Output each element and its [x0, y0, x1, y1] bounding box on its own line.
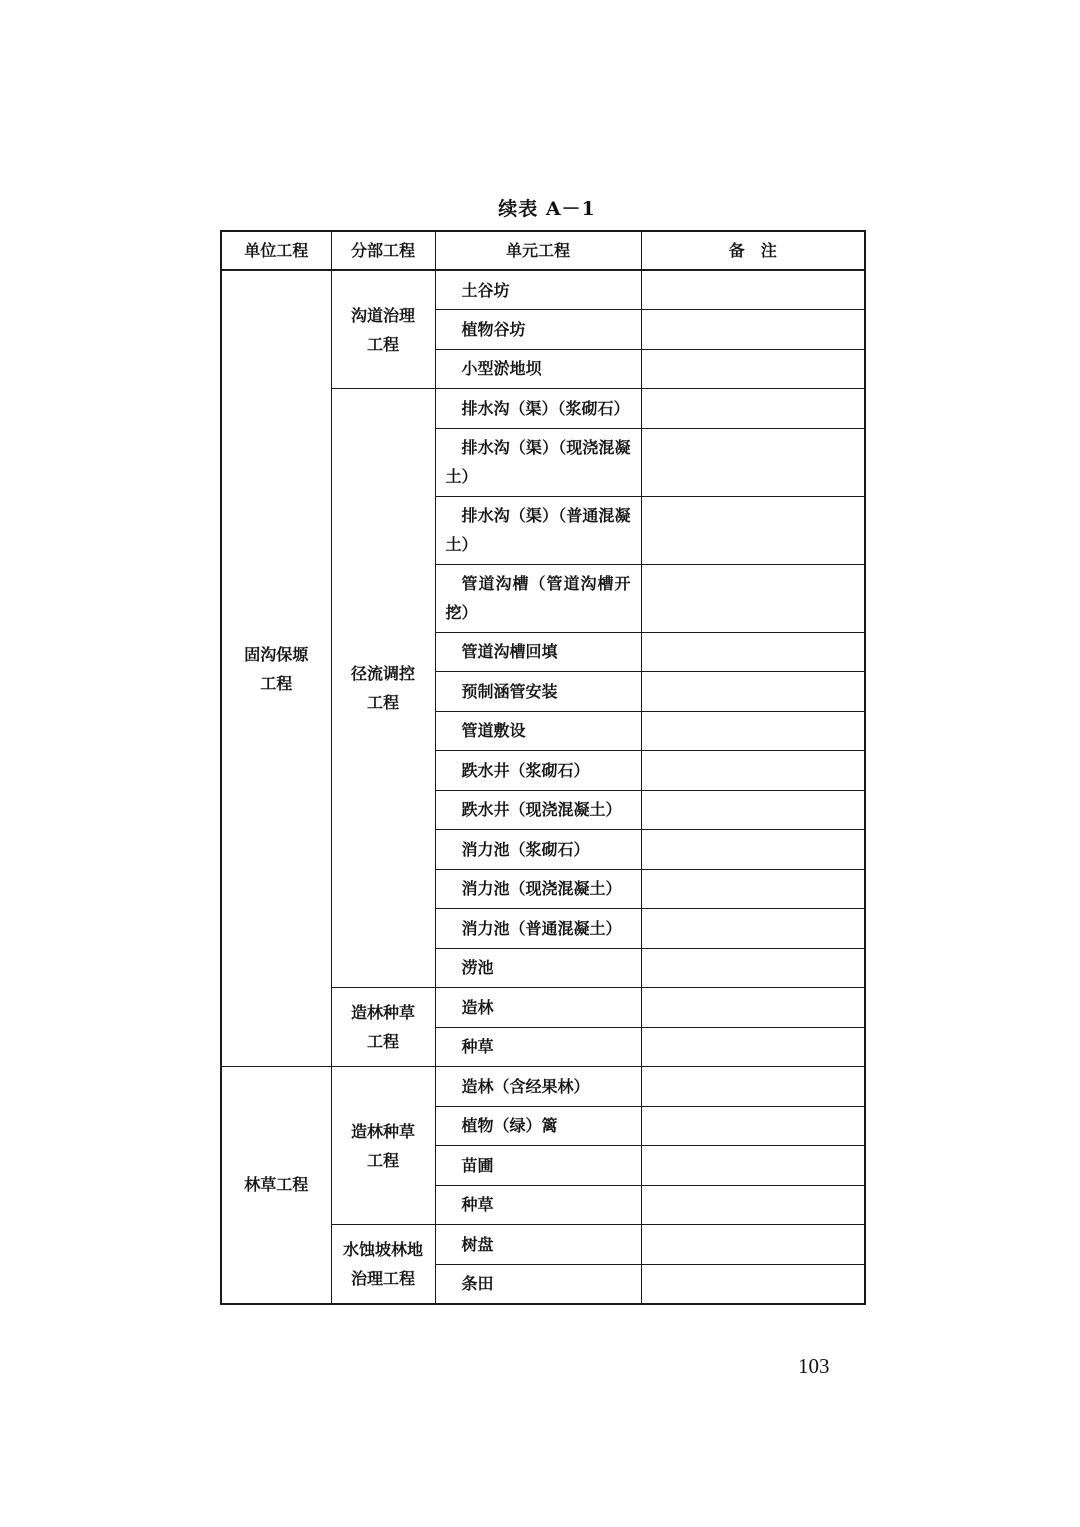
element-project-cell: 排水沟（渠）（现浇混凝土） [435, 428, 641, 496]
element-project-cell: 管道沟槽（管道沟槽开挖） [435, 564, 641, 632]
element-project-cell: 消力池（现浇混凝土） [435, 869, 641, 909]
unit-project-cell: 林草工程 [221, 1067, 331, 1304]
remark-cell [641, 1106, 865, 1146]
element-project-cell: 土谷坊 [435, 270, 641, 310]
table-row [221, 1067, 865, 1107]
element-project-cell: 苗圃 [435, 1146, 641, 1186]
remark-cell [641, 909, 865, 949]
remark-cell [641, 1146, 865, 1186]
sub-project-cell: 径流调控 工程 [331, 389, 435, 988]
remark-cell [641, 1027, 865, 1067]
remark-cell [641, 270, 865, 310]
remark-cell [641, 751, 865, 791]
remark-cell [641, 1067, 865, 1107]
remark-cell [641, 1264, 865, 1304]
sub-project-cell: 造林种草 工程 [331, 1067, 435, 1225]
element-project-cell: 造林 [435, 988, 641, 1028]
remark-cell [641, 672, 865, 712]
element-project-cell: 植物谷坊 [435, 310, 641, 350]
unit-project-cell: 固沟保塬 工程 [221, 270, 331, 1067]
element-project-cell: 预制涵管安装 [435, 672, 641, 712]
header-unit-project: 单位工程 [221, 231, 331, 270]
remark-cell [641, 564, 865, 632]
element-project-cell: 条田 [435, 1264, 641, 1304]
element-project-cell: 涝池 [435, 948, 641, 988]
header-row [221, 231, 865, 270]
element-project-cell: 管道沟槽回填 [435, 632, 641, 672]
remark-cell [641, 948, 865, 988]
page-number: 103 [798, 1354, 830, 1378]
remark-cell [641, 632, 865, 672]
element-project-cell: 树盘 [435, 1225, 641, 1265]
element-project-cell: 排水沟（渠）（浆砌石） [435, 389, 641, 429]
element-project-cell: 种草 [435, 1185, 641, 1225]
element-project-cell: 种草 [435, 1027, 641, 1067]
remark-cell [641, 711, 865, 751]
remark-cell [641, 1225, 865, 1265]
remark-cell [641, 389, 865, 429]
element-project-cell: 造林（含经果林） [435, 1067, 641, 1107]
sub-project-cell: 沟道治理 工程 [331, 270, 435, 389]
header-sub-project: 分部工程 [331, 231, 435, 270]
element-project-cell: 排水沟（渠）（普通混凝土） [435, 496, 641, 564]
element-project-cell: 植物（绿）篱 [435, 1106, 641, 1146]
remark-cell [641, 830, 865, 870]
sub-project-cell: 造林种草 工程 [331, 988, 435, 1067]
table-body [221, 270, 865, 1304]
table-title: 续表 A－1 [498, 198, 596, 220]
element-project-cell: 消力池（普通混凝土） [435, 909, 641, 949]
sub-project-cell: 水蚀坡林地 治理工程 [331, 1225, 435, 1304]
header-element-project: 单元工程 [435, 231, 641, 270]
remark-cell [641, 428, 865, 496]
element-project-cell: 跌水井（现浇混凝土） [435, 790, 641, 830]
table-row [221, 270, 865, 310]
element-project-cell: 消力池（浆砌石） [435, 830, 641, 870]
header-remark: 备 注 [641, 231, 865, 270]
remark-cell [641, 988, 865, 1028]
remark-cell [641, 349, 865, 389]
element-project-cell: 管道敷设 [435, 711, 641, 751]
element-project-cell: 跌水井（浆砌石） [435, 751, 641, 791]
remark-cell [641, 310, 865, 350]
remark-cell [641, 869, 865, 909]
engineering-division-table [220, 230, 866, 1305]
remark-cell [641, 790, 865, 830]
remark-cell [641, 496, 865, 564]
remark-cell [641, 1185, 865, 1225]
element-project-cell: 小型淤地坝 [435, 349, 641, 389]
